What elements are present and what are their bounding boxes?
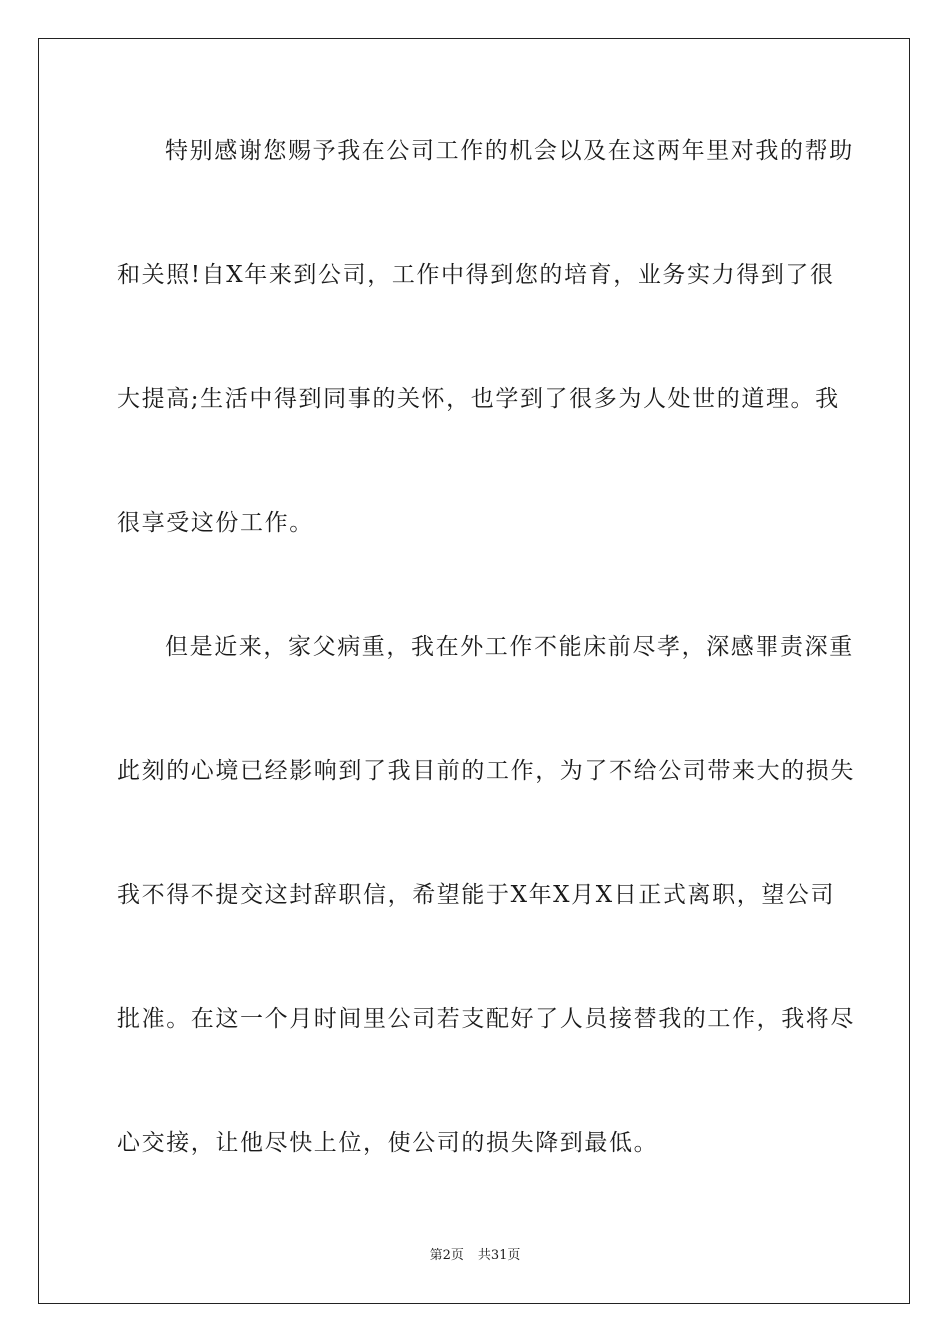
paragraph-2-line-2: 此刻的心境已经影响到了我目前的工作，为了不给公司带来大的损失: [117, 758, 855, 784]
page-number: 第2页: [429, 1248, 464, 1263]
paragraph-2-line-5: 心交接，让他尽快上位，使公司的损失降到最低。: [117, 1130, 659, 1156]
paragraph-2-line-3: 我不得不提交这封辞职信，希望能于X年X月X日正式离职，望公司: [117, 882, 836, 908]
paragraph-1-line-3: 大提高;生活中得到同事的关怀，也学到了很多为人处世的道理。我: [117, 386, 840, 412]
paragraph-1-line-1: 特别感谢您赐予我在公司工作的机会以及在这两年里对我的帮助: [165, 138, 854, 164]
page-border: [38, 38, 910, 1304]
page-footer: [0, 1247, 950, 1265]
paragraph-1-line-2: 和关照!自X年来到公司，工作中得到您的培育，业务实力得到了很: [117, 262, 835, 288]
paragraph-2-line-4: 批准。在这一个月时间里公司若支配好了人员接替我的工作，我将尽: [117, 1006, 855, 1032]
paragraph-1-line-4: 很享受这份工作。: [117, 510, 314, 536]
page-total: 共31页: [477, 1248, 521, 1263]
paragraph-2-line-1: 但是近来，家父病重，我在外工作不能床前尽孝，深感罪责深重: [165, 634, 854, 660]
